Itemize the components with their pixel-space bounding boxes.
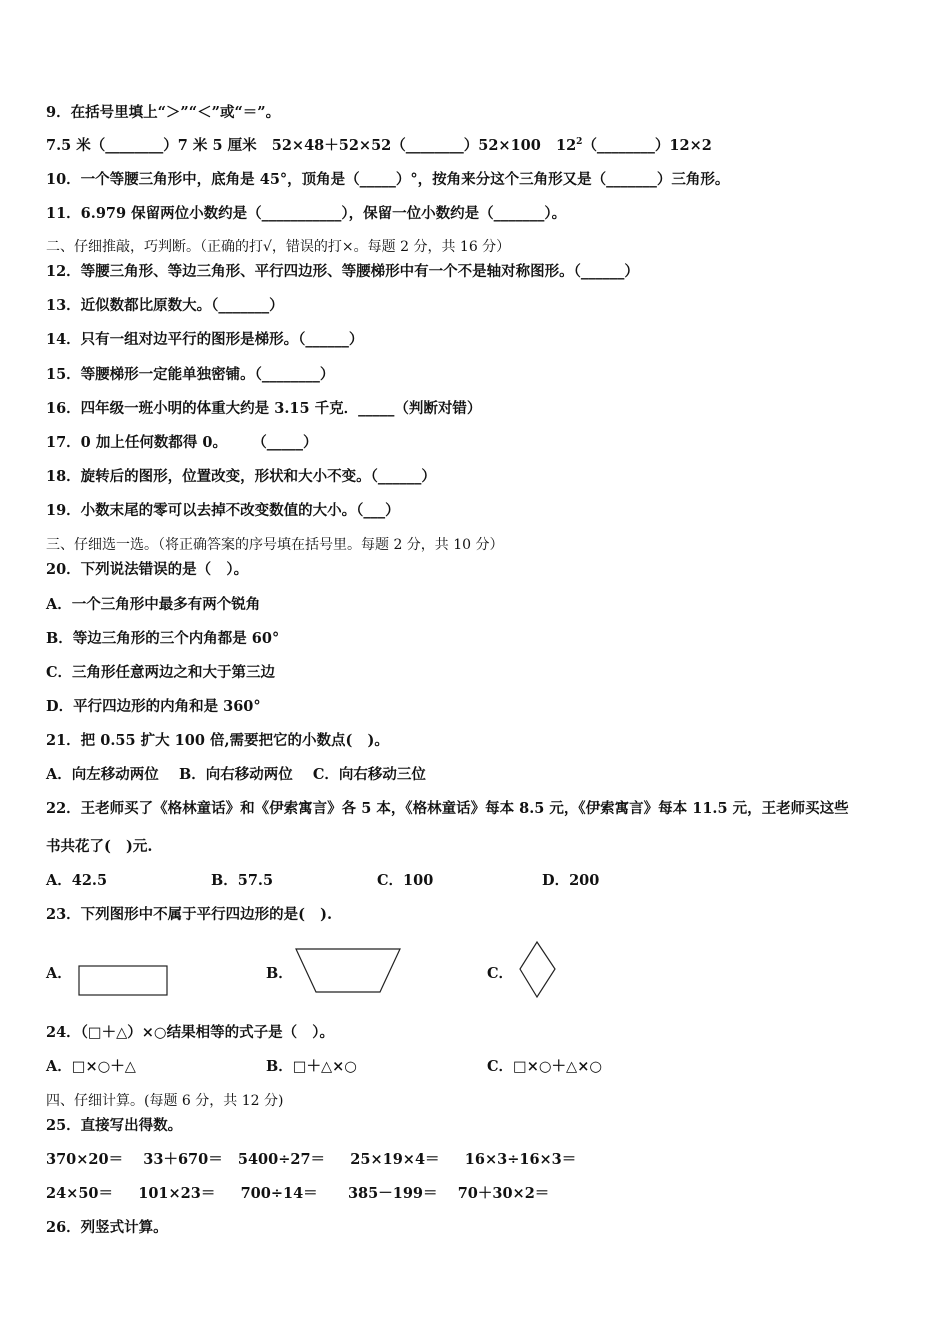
q23-stem: 23．下列图形中不属于平行四边形的是( ). bbox=[46, 906, 333, 923]
q24-option-a: A．□×○＋△ bbox=[46, 1058, 136, 1075]
q25-row2: 24×50＝ 101×23＝ 700÷14＝ 385－199＝ 70＋30×2＝ bbox=[46, 1185, 550, 1202]
q20-option-d: D．平行四边形的内角和是 360° bbox=[46, 698, 261, 715]
q10: 10．一个等腰三角形中，底角是 45°，顶角是（_____）°，按角来分这个三角形又是（_______）三角形。 bbox=[46, 171, 730, 188]
section-3-heading: 三、仔细选一选。（将正确答案的序号填在括号里。每题 2 分，共 10 分） bbox=[46, 537, 504, 553]
q21-options: A．向左移动两位 B．向右移动两位 C．向右移动三位 bbox=[46, 766, 426, 783]
q23-trapezoid-figure bbox=[294, 947, 404, 995]
q25-row1: 370×20＝ 33＋670＝ 5400÷27＝ 25×19×4＝ 16×3÷16×3＝ bbox=[46, 1151, 577, 1168]
q19: 19．小数末尾的零可以去掉不改变数值的大小。（___） bbox=[46, 502, 400, 519]
q20-stem: 20．下列说法错误的是（ ）。 bbox=[46, 561, 249, 578]
q16: 16．四年级一班小明的体重大约是 3.15 千克．_____（判断对错） bbox=[46, 400, 482, 417]
section-2-heading: 二、仔细推敲，巧判断。（正确的打√，错误的打×。每题 2 分，共 16 分） bbox=[46, 239, 511, 255]
q23-rectangle-figure bbox=[78, 964, 170, 998]
q23-option-a-label: A． bbox=[46, 965, 72, 982]
q17: 17．0 加上任何数都得 0。 （_____） bbox=[46, 434, 318, 451]
q11: 11．6.979 保留两位小数约是（___________），保留一位小数约是（_______）。 bbox=[46, 205, 567, 222]
q15: 15．等腰梯形一定能单独密铺。（________） bbox=[46, 366, 335, 383]
q20-option-a: A．一个三角形中最多有两个锐角 bbox=[46, 596, 261, 613]
q20-option-c: C．三角形任意两边之和大于第三边 bbox=[46, 664, 276, 681]
q22-stem-line1: 22．王老师买了《格林童话》和《伊索寓言》各 5 本，《格林童话》每本 8.5 元，《伊索寓言》每本 11.5 元，王老师买这些 bbox=[46, 800, 849, 817]
q22-option-b: B．57.5 bbox=[211, 872, 274, 889]
q9-line-b: （________）12×2 bbox=[582, 137, 712, 154]
q20-option-b: B．等边三角形的三个内角都是 60° bbox=[46, 630, 280, 647]
section-4-heading: 四、仔细计算。(每题 6 分，共 12 分) bbox=[46, 1093, 284, 1109]
q25-stem: 25．直接写出得数。 bbox=[46, 1117, 183, 1134]
q22-option-c: C．100 bbox=[377, 872, 434, 889]
q14: 14．只有一组对边平行的图形是梯形。（______） bbox=[46, 331, 364, 348]
q9-line-a: 7.5 米（________）7 米 5 厘米 52×48＋52×52（________）52×100 12 bbox=[46, 137, 577, 154]
q18: 18．旋转后的图形，位置改变，形状和大小不变。（______） bbox=[46, 468, 436, 485]
q9-superscript: 2 bbox=[576, 137, 583, 148]
q23-option-b-label: B． bbox=[266, 965, 293, 982]
q12: 12．等腰三角形、等边三角形、平行四边形、等腰梯形中有一个不是轴对称图形。（______） bbox=[46, 263, 639, 280]
q24-option-c: C．□×○＋△×○ bbox=[487, 1058, 602, 1075]
q13: 13．近似数都比原数大。（_______） bbox=[46, 297, 284, 314]
q23-option-c-label: C． bbox=[487, 965, 514, 982]
q9-title: 9．在括号里填上“＞”“＜”或“＝”。 bbox=[46, 104, 281, 121]
q26: 26．列竖式计算。 bbox=[46, 1219, 168, 1236]
q24-stem: 24．（□＋△）×○结果相等的式子是（ ）。 bbox=[46, 1024, 334, 1041]
q23-rhombus-figure bbox=[518, 940, 558, 1000]
q21-stem: 21．把 0.55 扩大 100 倍,需要把它的小数点( )。 bbox=[46, 732, 389, 749]
q22-option-d: D．200 bbox=[542, 872, 600, 889]
q9-line bbox=[46, 137, 712, 155]
q22-stem-line2: 书共花了( )元. bbox=[46, 838, 153, 855]
q22-option-a: A．42.5 bbox=[46, 872, 108, 889]
q24-option-b: B．□＋△×○ bbox=[266, 1058, 357, 1075]
